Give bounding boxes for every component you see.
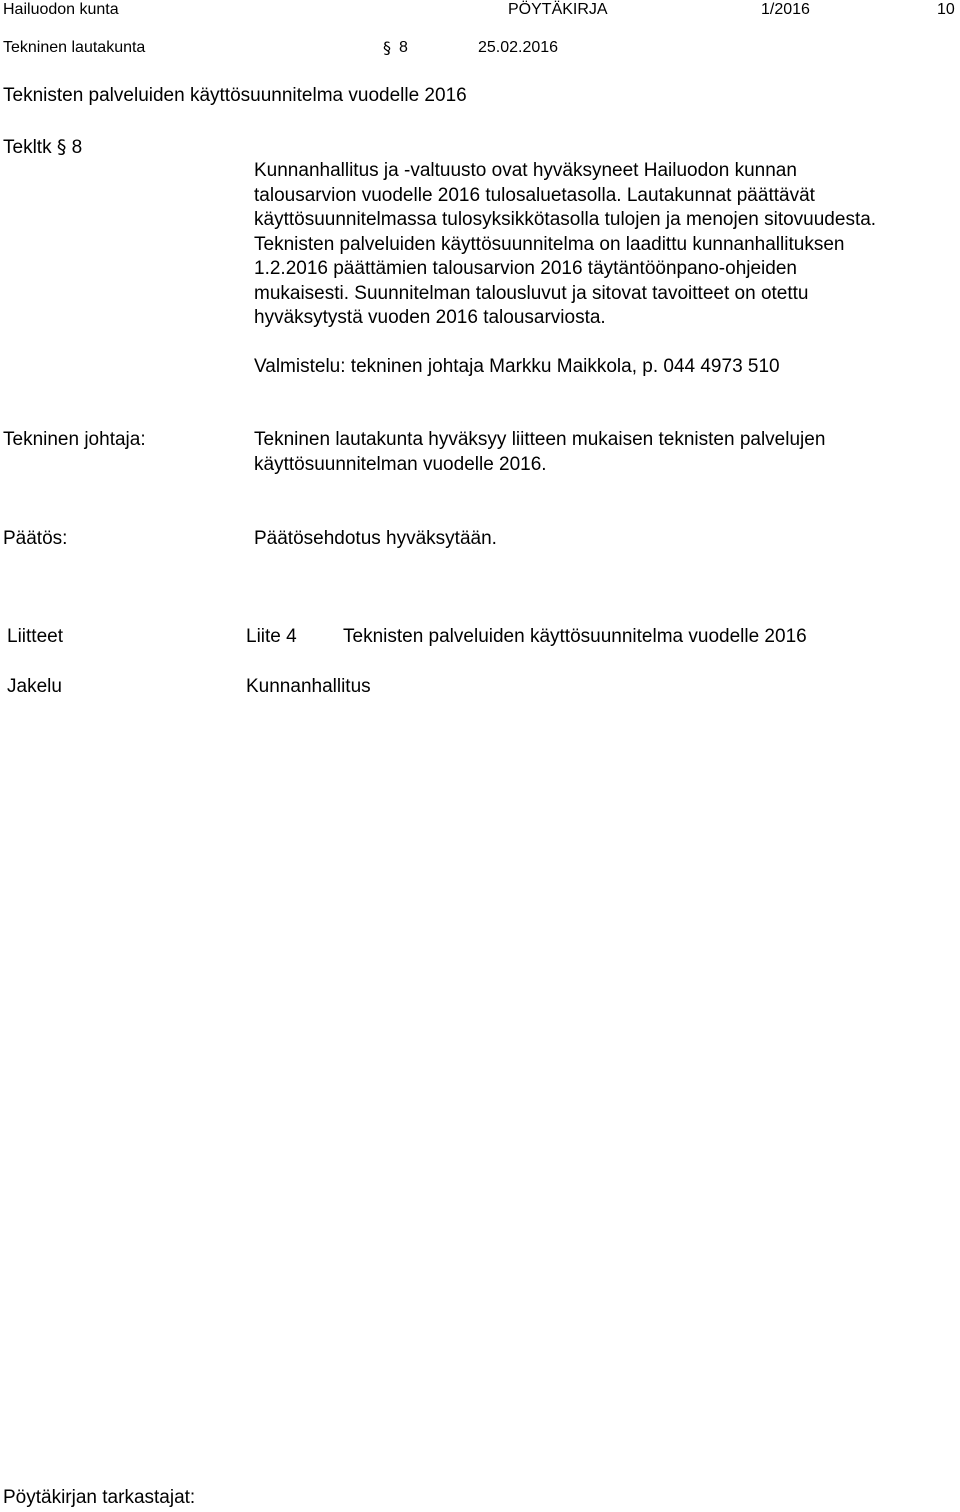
minutes-inspectors-label: Pöytäkirjan tarkastajat: [3,1487,196,1508]
intro-line: Teknisten palveluiden käyttösuunnitelma on laadittu kunnanhallituksen [254,233,845,255]
header-section-number: 8 [399,39,408,56]
board-name: Tekninen lautakunta [3,39,146,56]
municipality-name: Hailuodon kunta [3,1,119,18]
proposal-line: käyttösuunnitelman vuodelle 2016. [254,453,547,475]
attachment-title: Teknisten palveluiden käyttösuunnitelma vuodelle 2016 [343,626,807,647]
document-type: PÖYTÄKIRJA [508,1,608,18]
distribution-text: Kunnanhallitus [246,676,371,697]
page-title: Teknisten palveluiden käyttösuunnitelma vuodelle 2016 [3,85,467,106]
section-ref-number: 8 [71,137,83,158]
intro-line: 1.2.2016 päättämien talousarvion 2016 täytäntöönpano-ohjeiden [254,258,797,279]
distribution-label: Jakelu [7,676,62,697]
page-number: 10 [937,1,955,18]
proposal-line: Tekninen lautakunta hyväksyy liitteen mukaisen teknisten palvelujen [254,429,826,450]
meeting-date: 25.02.2016 [478,39,559,56]
attachment-id: Liite 4 [246,626,297,647]
intro-line: talousarvion vuodelle 2016 tulosaluetasolla. Lautakunnat päättävät [254,184,815,206]
proposal-text [254,428,954,477]
intro-line: käyttösuunnitelmassa tulosyksikkötasolla tulojen ja menojen sitovuudesta. [254,209,877,230]
intro-paragraph [254,159,954,331]
section-ref [3,135,82,160]
section-ref-label: Tekltk [3,137,52,158]
attachments-label: Liitteet [7,626,63,647]
preparation-note: Valmistelu: tekninen johtaja Markku Maikkola, p. 044 4973 510 [254,356,780,377]
document-number: 1/2016 [761,1,810,18]
proposal-label: Tekninen johtaja: [3,429,146,450]
intro-line: hyväksytystä vuoden 2016 talousarviosta. [254,307,606,328]
intro-line: mukaisesti. Suunnitelman talousluvut ja sitovat tavoitteet on otettu [254,282,809,304]
intro-line: Kunnanhallitus ja -valtuusto ovat hyväksyneet Hailuodon kunnan [254,160,797,181]
header-section-sign: § [383,38,391,57]
decision-text: Päätösehdotus hyväksytään. [254,528,497,549]
decision-label: Päätös: [3,528,68,549]
section-ref-sign: § [56,136,67,158]
